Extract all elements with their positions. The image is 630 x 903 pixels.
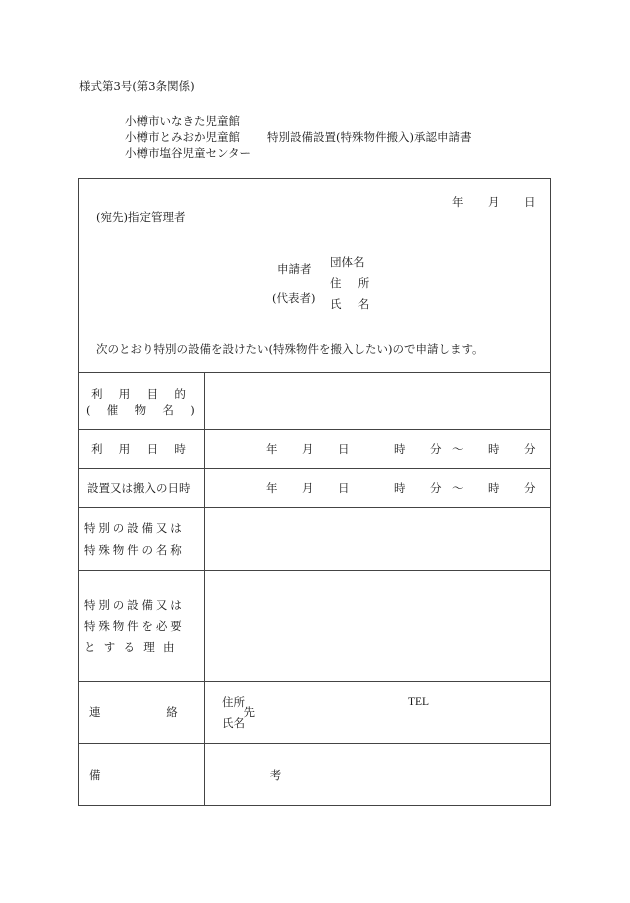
hour-unit: 時 — [488, 481, 500, 495]
month-unit: 月 — [302, 442, 314, 456]
contact-name-label: 氏名 — [222, 716, 245, 730]
equipment-name-input[interactable] — [206, 509, 550, 569]
divider — [78, 743, 551, 744]
org-name-label: 団体名 — [330, 255, 365, 269]
facility-name-1: 小樽市いなきた児童館 — [125, 114, 240, 128]
reason-label-line2: 特殊物件を必要 — [84, 619, 185, 633]
minute-unit: 分 — [524, 442, 536, 456]
applicant-label: 申請者 — [277, 262, 312, 276]
divider — [78, 468, 551, 469]
reason-input[interactable] — [206, 572, 550, 680]
hour-unit: 時 — [394, 481, 406, 495]
range-tilde: 〜 — [452, 442, 464, 456]
year-unit: 年 — [266, 481, 278, 495]
form-number: 様式第3号(第3条関係) — [79, 79, 195, 93]
applicant-name-label: 氏 名 — [330, 297, 376, 311]
divider — [78, 681, 551, 682]
column-divider — [204, 372, 205, 806]
year-unit: 年 — [266, 442, 278, 456]
month-unit: 月 — [302, 481, 314, 495]
divider — [78, 429, 551, 430]
applicant-address-label: 住 所 — [330, 276, 376, 290]
contact-tel-label: TEL — [408, 696, 430, 708]
usage-datetime-field[interactable] — [206, 431, 550, 467]
range-tilde: 〜 — [452, 481, 464, 495]
equipment-name-label-line1: 特別の設備又は — [84, 521, 185, 535]
representative-label: (代表者) — [272, 291, 316, 305]
date-month-label: 月 — [488, 195, 500, 209]
date-day-label: 日 — [524, 195, 536, 209]
purpose-label-line2: ( 催 物 名 ) — [86, 403, 202, 417]
day-unit: 日 — [338, 481, 350, 495]
purpose-label-line1: 利 用 目 的 — [91, 387, 193, 401]
divider — [78, 570, 551, 571]
divider — [78, 372, 551, 373]
purpose-input[interactable] — [206, 374, 550, 428]
hour-unit: 時 — [488, 442, 500, 456]
addressee: (宛先)指定管理者 — [96, 210, 186, 224]
statement: 次のとおり特別の設備を設けたい(特殊物件を搬入したい)ので申請します。 — [96, 342, 484, 356]
minute-unit: 分 — [430, 481, 442, 495]
reason-label-line1: 特別の設備又は — [84, 598, 185, 612]
contact-label: 連 絡 先 — [89, 705, 287, 719]
divider — [78, 507, 551, 508]
contact-field[interactable] — [206, 683, 550, 742]
form-title: 特別設備設置(特殊物件搬入)承認申請書 — [267, 130, 472, 144]
facility-name-3: 小樽市塩谷児童センター — [125, 146, 252, 160]
minute-unit: 分 — [430, 442, 442, 456]
reason-label-line3: と す る 理 由 — [84, 640, 177, 654]
remarks-label: 備 考 — [89, 768, 365, 782]
facility-name-2: 小樽市とみおか児童館 — [125, 130, 240, 144]
install-datetime-label: 設置又は搬入の日時 — [87, 481, 191, 495]
date-year-label: 年 — [452, 195, 464, 209]
hour-unit: 時 — [394, 442, 406, 456]
remarks-input[interactable] — [206, 745, 550, 805]
day-unit: 日 — [338, 442, 350, 456]
equipment-name-label-line2: 特殊物件の名称 — [84, 543, 185, 557]
contact-address-label: 住所 — [222, 695, 245, 709]
minute-unit: 分 — [524, 481, 536, 495]
usage-datetime-label: 利 用 日 時 — [91, 442, 193, 456]
install-datetime-field[interactable] — [206, 470, 550, 506]
